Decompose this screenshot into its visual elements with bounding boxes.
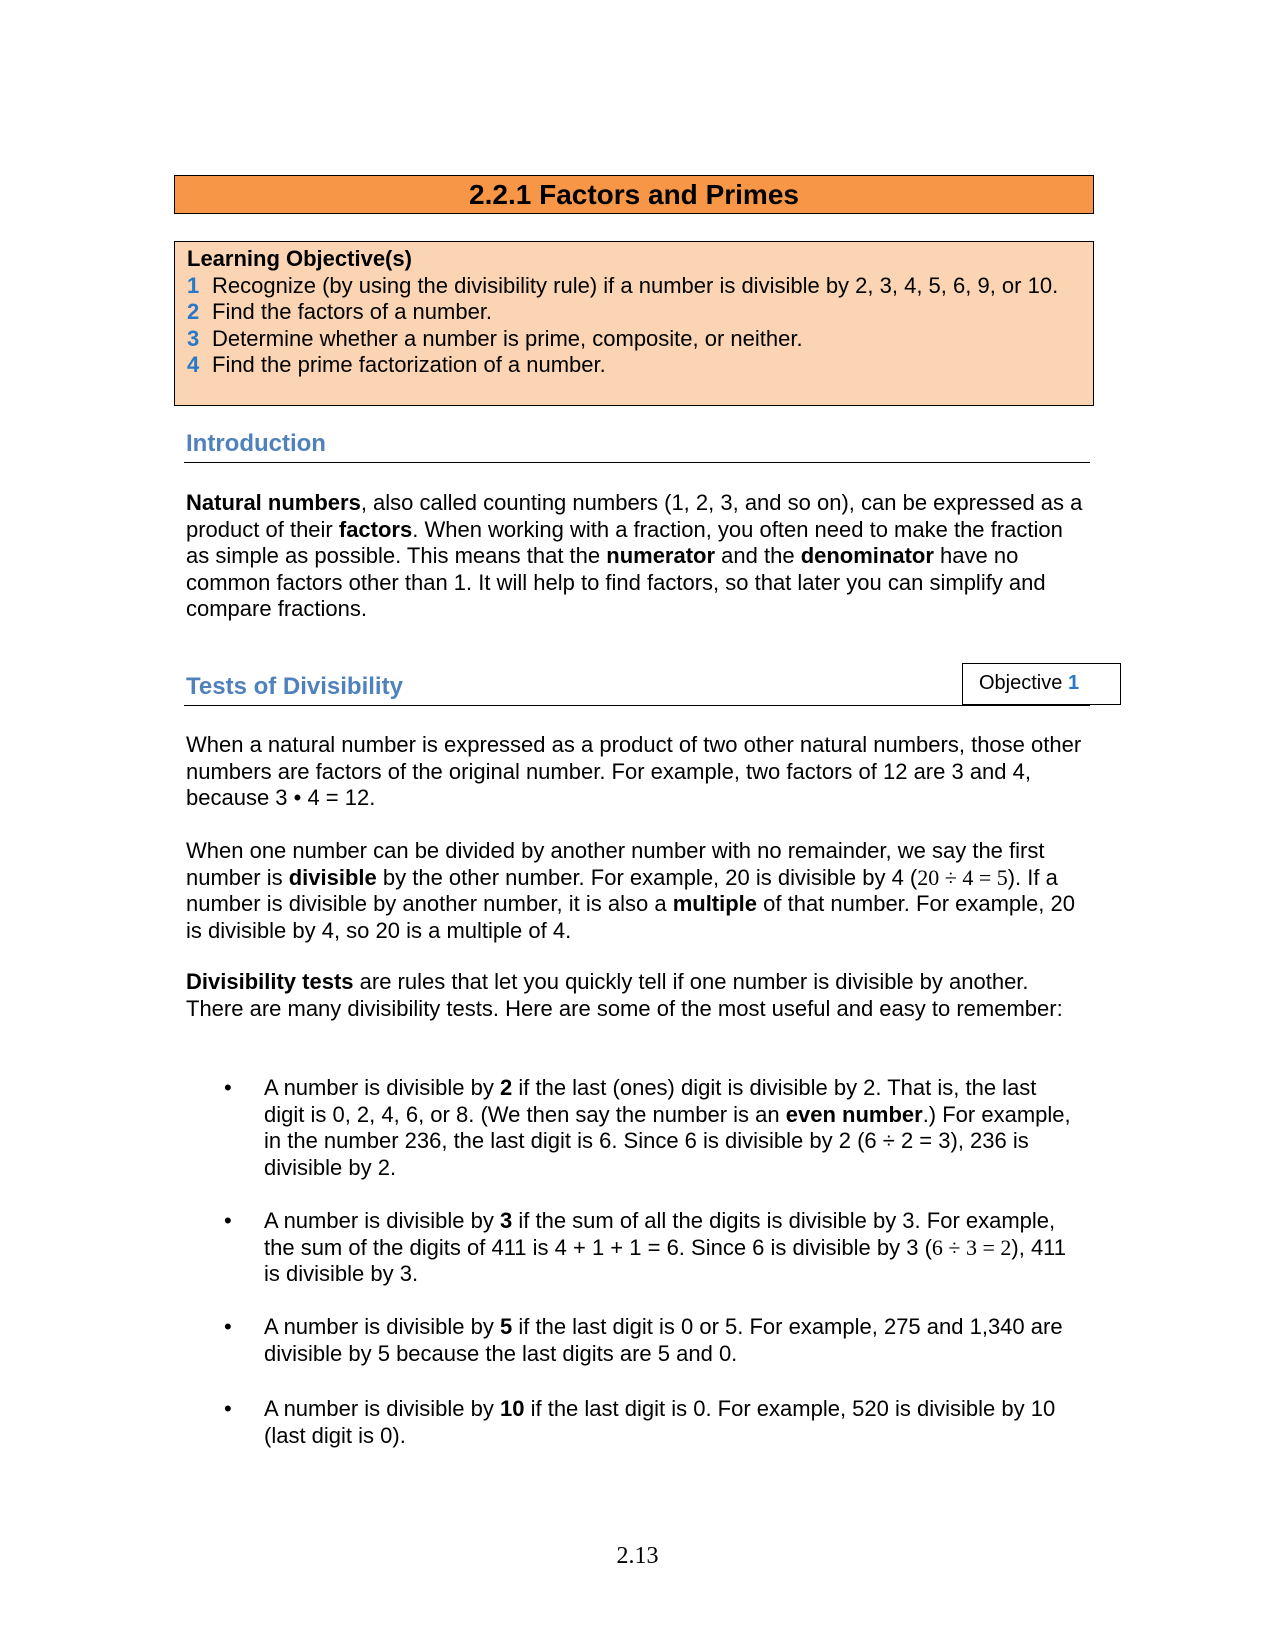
text-run: by the other number. For example, 20 is divisible by 4 ( [376, 864, 918, 890]
list-item [222, 1396, 1102, 1449]
divisor: 2 [500, 1075, 513, 1100]
introduction-rule [184, 462, 1090, 463]
objective-number: 2 [187, 299, 200, 324]
list-item-text [264, 1314, 1072, 1367]
list-item-text [264, 1075, 1072, 1181]
text-run: , also called counting numbers (1, 2, 3, and so on), can be expressed as a product of their [186, 490, 1083, 542]
objective-tag-label: Objective [979, 672, 1063, 694]
text-run: .) For example, in the number 236, the last digit is 6. Since 6 is divisible by 2 (6 ÷ 2 = 3), 236 is divisible by 2. [264, 1101, 1071, 1180]
introduction-paragraph [186, 490, 1086, 623]
text-run: if the last digit is 0 or 5. For example, 275 and 1,340 are divisible by 5 because the last digits are 5 and 0. [264, 1314, 1063, 1366]
introduction-heading: Introduction [186, 430, 326, 457]
term-numerator: numerator [606, 543, 716, 568]
objective-item [187, 299, 1081, 326]
bullet-point: • [224, 1396, 232, 1421]
divisibility-heading: Tests of Divisibility [186, 673, 403, 700]
term-divisibility-tests: Divisibility tests [186, 969, 354, 994]
objective-item [187, 273, 1081, 300]
objective-tag-number: 1 [1067, 672, 1080, 694]
objective-text: Find the prime factorization of a number. [212, 352, 606, 377]
text-run: of that number. For example, 20 is divisible by 4, so 20 is a multiple of 4. [186, 891, 1075, 943]
text-run: . When working with a fraction, you often need to make the fraction as simple as possible. This means that the [186, 516, 1063, 568]
divisor: 3 [500, 1208, 513, 1233]
term-factors: factors [338, 516, 413, 542]
page-number: 2.13 [616, 1543, 659, 1569]
objective-text: Determine whether a number is prime, composite, or neither. [212, 325, 803, 351]
text-run: A number is divisible by [264, 1075, 500, 1100]
math-expression: 20 ÷ 4 = 5 [917, 864, 1008, 890]
divisor: 5 [500, 1314, 513, 1339]
text-run: When one number can be divided by another number with no remainder, we say the first number is [186, 838, 1045, 890]
text-run: have no common factors other than 1. It will help to find factors, so that later you can simplify and compare fractions. [186, 543, 1046, 621]
text-run: A number is divisible by [264, 1314, 500, 1339]
objective-tag [962, 663, 1121, 705]
divisor: 10 [500, 1396, 525, 1421]
text-run: if the last digit is 0. For example, 520 is divisible by 10 (last digit is 0). [264, 1396, 1056, 1448]
objective-item [187, 352, 1081, 379]
text-run: ), 411 is divisible by 3. [264, 1234, 1067, 1286]
term-denominator: denominator [800, 543, 934, 568]
text-run: if the sum of all the digits is divisible by 3. For example, the sum of the digits of 411 is 4 + 1 + 1 = 6. Since 6 is divisible by 3 ( [264, 1208, 1056, 1260]
divisibility-rule [184, 705, 1090, 706]
objective-number: 3 [187, 325, 200, 351]
bullet-point: • [224, 1208, 232, 1233]
term-even-number: even number [785, 1101, 923, 1127]
objective-item [187, 326, 1081, 353]
objective-number: 1 [187, 272, 200, 298]
list-item [222, 1075, 1102, 1181]
bullet-point: • [224, 1314, 232, 1339]
text-run: are rules that let you quickly tell if one number is divisible by another. There are many divisibility tests. Here are some of the most useful and easy to remember: [186, 969, 1063, 1021]
term-natural-numbers: Natural numbers [186, 490, 361, 515]
divisibility-tests-paragraph [186, 969, 1086, 1022]
bullet-point: • [224, 1075, 232, 1100]
learning-objectives-box [174, 241, 1094, 406]
list-item [222, 1314, 1102, 1367]
list-item-text [264, 1396, 1072, 1449]
text-run: A number is divisible by [264, 1208, 500, 1233]
factors-paragraph: When a natural number is expressed as a product of two other natural numbers, those other numbers are factors of the original number. For example, two factors of 12 are 3 and 4, because 3 • 4 = 12. [186, 732, 1082, 810]
section-title: 2.2.1 Factors and Primes [174, 175, 1094, 214]
term-divisible: divisible [288, 864, 377, 890]
term-multiple: multiple [672, 891, 758, 916]
text-run: and the [715, 543, 801, 568]
objective-number: 4 [187, 352, 200, 377]
list-item [222, 1208, 1102, 1288]
text-run: if the last (ones) digit is divisible by 2. That is, the last digit is 0, 2, 4, 6, or 8. (We then say the number is an [264, 1075, 1037, 1127]
divisible-paragraph [186, 838, 1086, 944]
objectives-heading: Learning Objective(s) [187, 246, 412, 271]
list-item-text [264, 1208, 1072, 1288]
objective-text: Recognize (by using the divisibility rule) if a number is divisible by 2, 3, 4, 5, 6, 9, or 10. [212, 272, 1059, 298]
math-expression: 6 ÷ 3 = 2 [931, 1234, 1012, 1260]
objective-text: Find the factors of a number. [212, 299, 493, 324]
text-run: A number is divisible by [264, 1396, 500, 1421]
text-run: ). If a number is divisible by another number, it is also a [186, 864, 1058, 916]
